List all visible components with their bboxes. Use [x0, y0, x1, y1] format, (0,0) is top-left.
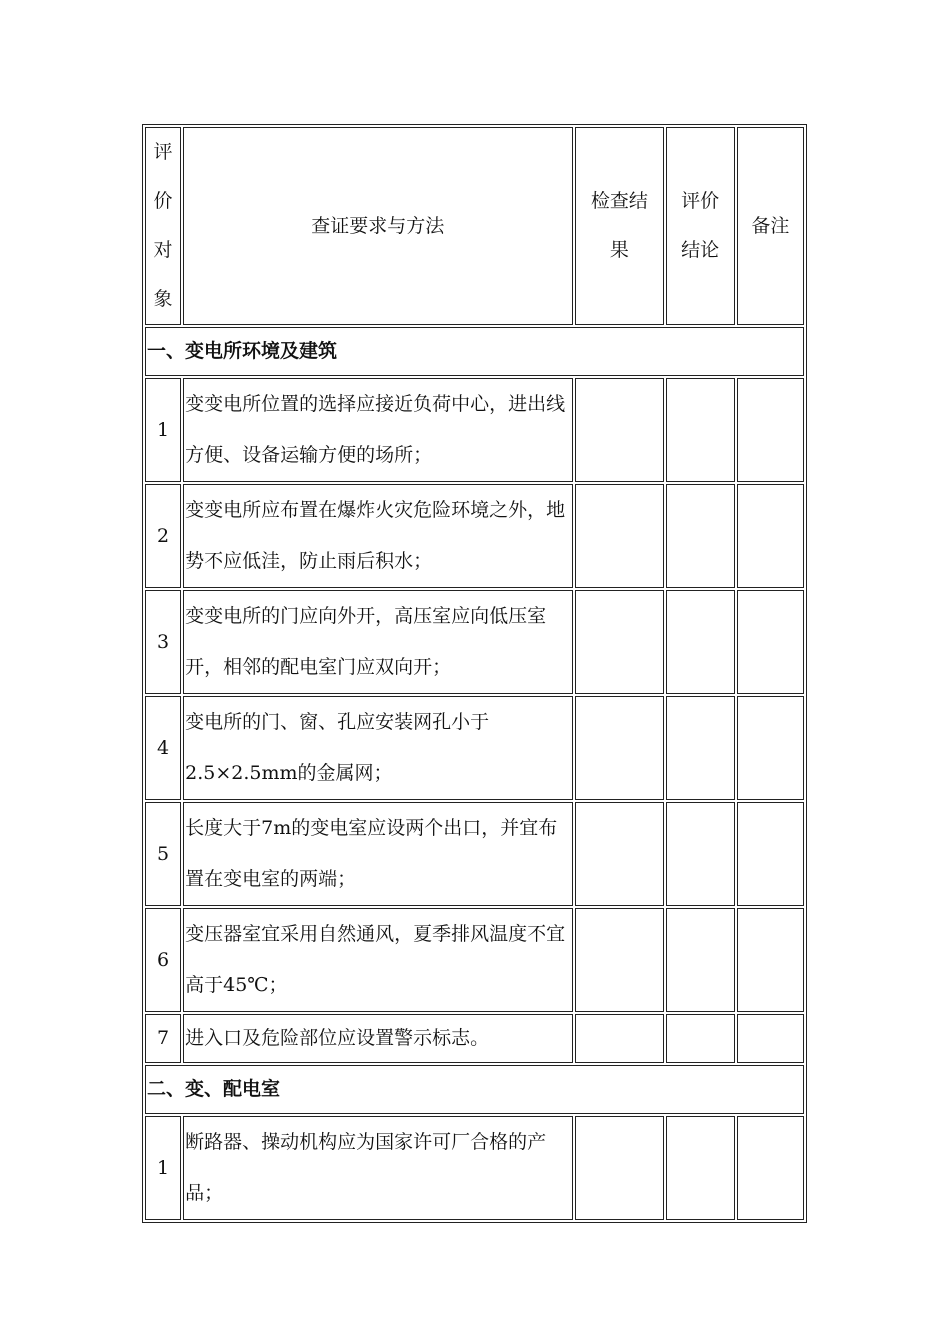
table-row: [145, 1116, 804, 1220]
row-note-cell[interactable]: [737, 484, 804, 588]
row-requirement-text: 变变电所的门应向外开，高压室应向低压室开，相邻的配电室门应双向开；: [185, 605, 547, 678]
row-requirement-text: 变变电所应布置在爆炸火灾危险环境之外，地势不应低洼，防止雨后积水；: [185, 499, 566, 572]
section-row: [145, 327, 804, 376]
row-requirement: 进入口及危险部位应设置警示标志。: [183, 1014, 573, 1063]
row-number: 6: [145, 908, 181, 1012]
inspection-table: [142, 124, 807, 1223]
inspection-table-page: [142, 124, 807, 1223]
row-result-cell[interactable]: [575, 1014, 663, 1063]
row-result-cell[interactable]: [575, 590, 663, 694]
section-title: 一、变电所环境及建筑: [145, 327, 804, 376]
row-note-cell[interactable]: [737, 908, 804, 1012]
row-number: 1: [145, 378, 181, 482]
row-requirement: [183, 802, 573, 906]
section-row: [145, 1065, 804, 1114]
row-result-cell[interactable]: [575, 484, 663, 588]
row-requirement-text: 变电所的门、窗、孔应安装网孔小于2.5×2.5mm的金属网；: [185, 711, 490, 784]
row-number: 7: [145, 1014, 181, 1063]
table-row: [145, 908, 804, 1012]
row-result-cell[interactable]: [575, 908, 663, 1012]
header-object-char: 象: [153, 288, 173, 310]
header-evaluation-line: 结论: [681, 239, 720, 261]
row-number: 4: [145, 696, 181, 800]
row-note-cell[interactable]: [737, 1014, 804, 1063]
row-result-cell[interactable]: [575, 696, 663, 800]
row-number: 3: [145, 590, 181, 694]
header-object-char: 对: [153, 239, 173, 261]
header-note: 备注: [737, 127, 804, 325]
row-requirement: [183, 1116, 573, 1220]
row-requirement: [183, 696, 573, 800]
row-requirement-text: 断路器、操动机构应为国家许可厂合格的产品；: [185, 1131, 547, 1204]
table-row: [145, 378, 804, 482]
header-object-char: 价: [153, 190, 173, 212]
row-requirement: [183, 484, 573, 588]
table-row: [145, 484, 804, 588]
table-header-row: [145, 127, 804, 325]
row-evaluation-cell[interactable]: [666, 696, 735, 800]
row-requirement: [183, 908, 573, 1012]
row-requirement-text: 变压器室宜采用自然通风，夏季排风温度不宜高于45℃；: [185, 923, 566, 996]
row-evaluation-cell[interactable]: [666, 378, 735, 482]
header-object: [145, 127, 181, 325]
row-note-cell[interactable]: [737, 696, 804, 800]
row-evaluation-cell[interactable]: [666, 484, 735, 588]
table-row: [145, 802, 804, 906]
row-number: 1: [145, 1116, 181, 1220]
row-number: 2: [145, 484, 181, 588]
row-requirement-text: 长度大于7m的变电室应设两个出口，并宜布置在变电室的两端；: [185, 817, 558, 890]
header-result-line: 检查结: [590, 190, 648, 212]
header-requirement: 查证要求与方法: [183, 127, 573, 325]
row-requirement: [183, 590, 573, 694]
row-requirement-text: 变变电所位置的选择应接近负荷中心，进出线方便、设备运输方便的场所；: [185, 393, 566, 466]
header-object-char: 评: [153, 141, 173, 163]
header-result-line: 果: [609, 239, 629, 261]
row-note-cell[interactable]: [737, 1116, 804, 1220]
row-evaluation-cell[interactable]: [666, 802, 735, 906]
table-row: [145, 1014, 804, 1063]
row-result-cell[interactable]: [575, 378, 663, 482]
table-row: [145, 696, 804, 800]
header-result: [575, 127, 663, 325]
table-row: [145, 590, 804, 694]
row-requirement: [183, 378, 573, 482]
row-note-cell[interactable]: [737, 802, 804, 906]
row-evaluation-cell[interactable]: [666, 908, 735, 1012]
row-note-cell[interactable]: [737, 590, 804, 694]
row-result-cell[interactable]: [575, 802, 663, 906]
row-note-cell[interactable]: [737, 378, 804, 482]
row-number: 5: [145, 802, 181, 906]
row-evaluation-cell[interactable]: [666, 590, 735, 694]
row-evaluation-cell[interactable]: [666, 1116, 735, 1220]
row-evaluation-cell[interactable]: [666, 1014, 735, 1063]
row-result-cell[interactable]: [575, 1116, 663, 1220]
section-title: 二、变、配电室: [145, 1065, 804, 1114]
header-evaluation: [666, 127, 735, 325]
header-evaluation-line: 评价: [681, 190, 720, 212]
